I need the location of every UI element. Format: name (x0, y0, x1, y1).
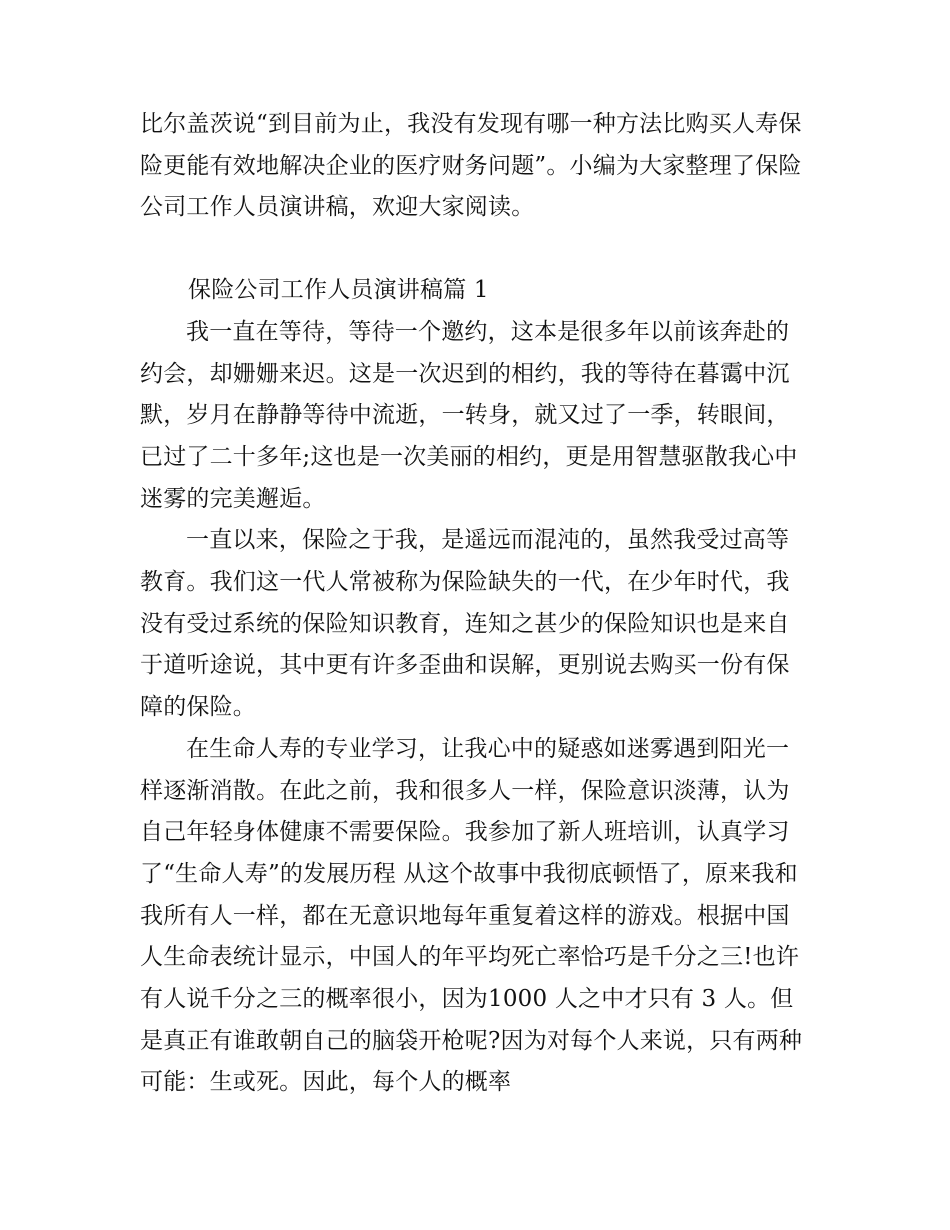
document-page (140, 104, 812, 1104)
body-paragraph-3: 在生命人寿的专业学习，让我心中的疑惑如迷雾遇到阳光一样逐渐消散。在此之前，我和很多人一样，保险意识淡薄，认为自己年轻身体健康不需要保险。我参加了新人班培训，认真学习了“生命人寿”的发展历程 从这个故事中我彻底顿悟了，原来我和我所有人一样，都在无意识地每年重复着这样的游戏。根据中国人生命表统计显示，中国人的年平均死亡率恰巧是千分之三!也许有人说千分之三的概率很小，因为1000 人之中才只有 3 人。但是真正有谁敢朝自己的脑袋开枪呢?因为对每个人来说，只有两种可能：生或死。因此，每个人的概率 (140, 735, 803, 1096)
body-paragraph-1: 我一直在等待，等待一个邀约，这本是很多年以前该奔赴的约会，却姗姗来迟。这是一次迟到的相约，我的等待在暮霭中沉默，岁月在静静等待中流逝，一转身，就又过了一季，转眼间，已过了二十多年;这也是一次美丽的相约，更是用智慧驱散我心中迷雾的完美邂逅。 (140, 318, 798, 512)
section-heading: 保险公司工作人员演讲稿篇 1 (188, 277, 489, 304)
intro-paragraph: 比尔盖茨说“到目前为止，我没有发现有哪一种方法比购买人寿保险更能有效地解决企业的医疗财务问题”。小编为大家整理了保险公司工作人员演讲稿，欢迎大家阅读。 (140, 111, 802, 221)
body-paragraph-2: 一直以来，保险之于我，是遥远而混沌的，虽然我受过高等教育。我们这一代人常被称为保险缺失的一代，在少年时代，我没有受过系统的保险知识教育，连知之甚少的保险知识也是来自于道听途说，其中更有许多歪曲和误解，更别说去购买一份有保障的保险。 (140, 527, 790, 721)
